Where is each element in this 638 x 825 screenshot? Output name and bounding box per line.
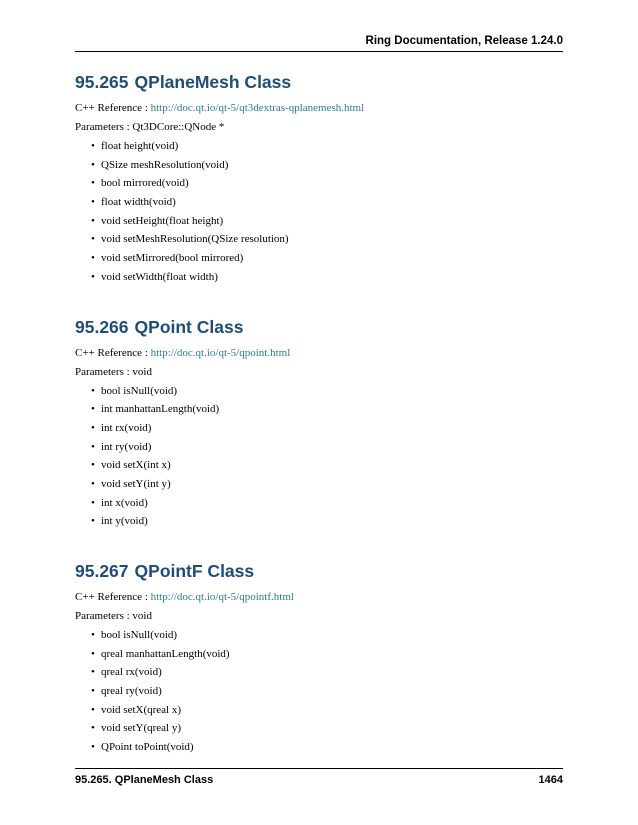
section-qpointf	[75, 551, 563, 760]
list-item: • void setMirrored(bool mirrored)	[91, 252, 244, 265]
list-item: • qreal manhattanLength(void)	[91, 647, 230, 660]
section-name: QPoint Class	[134, 316, 244, 337]
list-item: • qreal ry(void)	[91, 685, 162, 698]
list-item: • void setX(qreal x)	[91, 703, 182, 716]
bullet: •	[91, 177, 95, 190]
footer-section: 95.265. QPlaneMesh Class	[75, 774, 214, 786]
section-title	[75, 551, 563, 591]
list-item: • bool mirrored(void)	[91, 177, 189, 190]
parameters-line: Parameters : void	[75, 365, 152, 378]
list-item: • float width(void)	[91, 196, 176, 209]
section-number: 95.265	[75, 72, 129, 92]
list-item: • bool isNull(void)	[91, 384, 178, 397]
page-content	[75, 62, 563, 762]
list-item: • int rx(void)	[91, 421, 152, 434]
list-item: • int x(void)	[91, 496, 148, 509]
section-qplanemesh	[75, 62, 563, 290]
bullet: •	[91, 685, 95, 698]
reference-link[interactable]: http://doc.qt.io/qt-5/qt3dextras-qplanemesh.html	[150, 102, 365, 114]
section-number: 95.267	[75, 561, 129, 581]
reference-label: C++ Reference :	[75, 102, 151, 114]
bullet: •	[91, 196, 95, 209]
section-name: QPlaneMesh Class	[134, 72, 292, 92]
reference-line	[75, 347, 563, 366]
list-item: • bool isNull(void)	[91, 629, 178, 641]
reference-line	[75, 102, 563, 121]
running-footer	[75, 768, 563, 787]
list-item: • float height(void)	[91, 140, 179, 152]
bullet: •	[91, 496, 95, 509]
section-qpoint	[75, 307, 563, 535]
list-item: • void setMeshResolution(QSize resolution)	[91, 233, 289, 246]
method-list	[75, 140, 563, 290]
bullet: •	[91, 270, 95, 283]
reference-line	[75, 591, 563, 610]
section-title	[75, 307, 563, 347]
reference-link[interactable]: http://doc.qt.io/qt-5/qpointf.html	[150, 591, 294, 603]
reference-link[interactable]: http://doc.qt.io/qt-5/qpoint.html	[150, 346, 291, 359]
bullet: •	[91, 252, 95, 265]
bullet: •	[91, 459, 95, 472]
list-item: • void setHeight(float height)	[91, 214, 224, 227]
page-number: 1464	[538, 774, 563, 786]
method-list	[75, 385, 563, 535]
bullet: •	[91, 515, 95, 528]
list-item: • void setX(int x)	[91, 459, 171, 472]
reference-label: C++ Reference :	[75, 591, 151, 603]
reference-label: C++ Reference :	[75, 346, 151, 359]
bullet: •	[91, 629, 95, 641]
bullet: •	[91, 741, 95, 754]
bullet: •	[91, 666, 95, 679]
parameters-line: Parameters : void	[75, 610, 152, 622]
running-header	[75, 34, 563, 52]
bullet: •	[91, 384, 95, 397]
list-item: • void setWidth(float width)	[91, 270, 218, 283]
bullet: •	[91, 403, 95, 416]
bullet: •	[91, 440, 95, 453]
list-item: • int manhattanLength(void)	[91, 403, 220, 416]
list-item: • QSize meshResolution(void)	[91, 158, 229, 171]
bullet: •	[91, 140, 95, 152]
list-item: • void setY(qreal y)	[91, 722, 182, 735]
list-item: • qreal rx(void)	[91, 666, 162, 679]
header-title: Ring Documentation, Release 1.24.0	[365, 35, 563, 47]
list-item: • int ry(void)	[91, 440, 152, 453]
bullet: •	[91, 477, 95, 490]
list-item: • int y(void)	[91, 515, 148, 528]
bullet: •	[91, 421, 95, 434]
list-item: • void setY(int y)	[91, 477, 171, 490]
section-name: QPointF Class	[134, 561, 255, 581]
bullet: •	[91, 233, 95, 246]
bullet: •	[91, 214, 95, 227]
bullet: •	[91, 158, 95, 171]
section-number: 95.266	[75, 316, 129, 337]
bullet: •	[91, 722, 95, 735]
list-item: • QPoint toPoint(void)	[91, 741, 194, 754]
parameters-line: Parameters : Qt3DCore::QNode *	[75, 121, 225, 133]
method-list	[75, 629, 563, 760]
bullet: •	[91, 647, 95, 660]
bullet: •	[91, 703, 95, 716]
section-title	[75, 62, 563, 102]
